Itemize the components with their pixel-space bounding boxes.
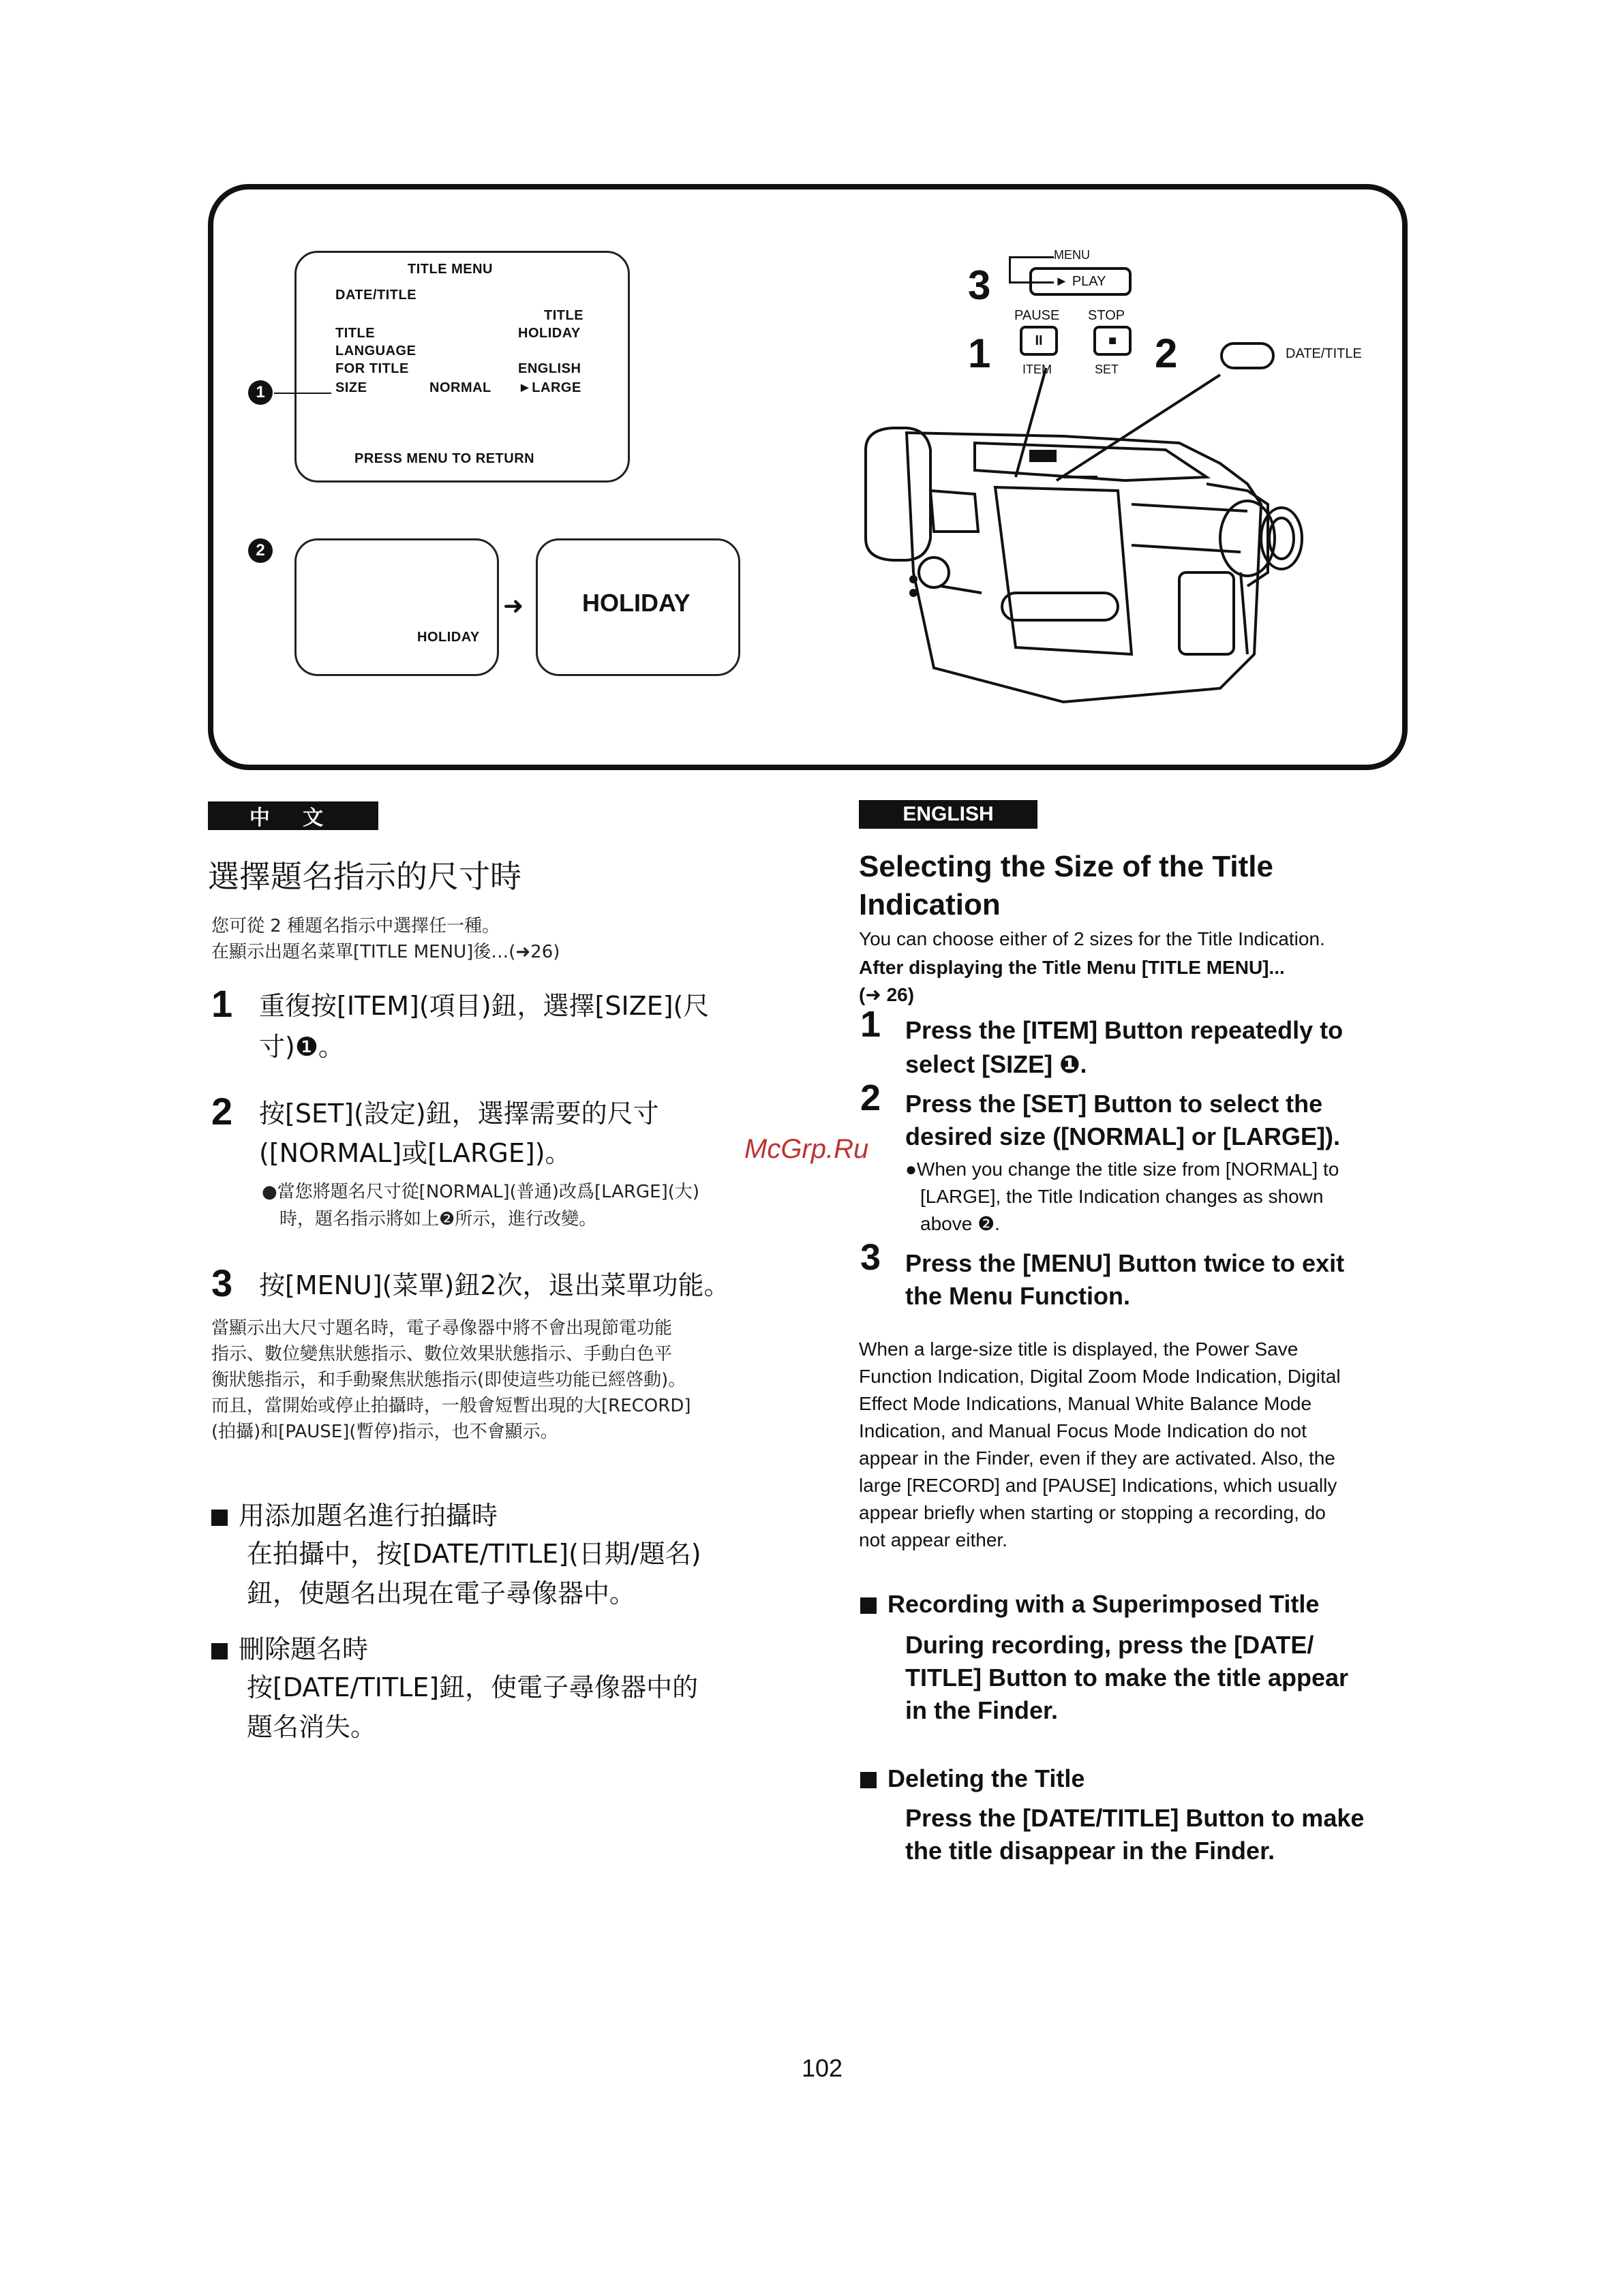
chinese-step3-note-3: 衡狀態指示，和手動聚焦狀態指示(即使這些功能已經啓動)。 (211, 1370, 686, 1390)
menu-row-size-large: ►LARGE (518, 380, 581, 395)
menu-label: MENU (1054, 248, 1090, 262)
play-button[interactable] (1029, 267, 1132, 296)
page-number: 102 (802, 2054, 843, 2082)
chinese-step1-number: 1 (211, 982, 233, 1025)
menu-row-size-normal: NORMAL (429, 380, 491, 395)
stop-icon: ■ (1108, 333, 1117, 348)
english-step2-line2: desired size ([NORMAL] or [LARGE]). (905, 1122, 1341, 1150)
menu-title: TITLE MENU (408, 262, 493, 277)
english-rec-line1: During recording, press the [DATE/ (905, 1631, 1314, 1659)
chinese-del-line1: 按[DATE/TITLE]鈕，使電子尋像器中的 (247, 1672, 699, 1702)
english-del-line2: the title disappear in the Finder. (905, 1837, 1275, 1865)
english-step1-number: 1 (860, 1004, 881, 1045)
english-after-2: (➜ 26) (859, 984, 915, 1005)
english-para-4: Indication, and Manual Focus Mode Indication do not (859, 1420, 1307, 1441)
chinese-intro-2: 在顯示出題名菜單[TITLE MENU]後…(➜26) (211, 942, 560, 962)
chinese-step3-number: 3 (211, 1261, 233, 1304)
chinese-rec-line2: 鈕，使題名出現在電子尋像器中。 (247, 1578, 636, 1608)
stop-button[interactable] (1093, 326, 1132, 356)
english-step2-note-2: [LARGE], the Title Indication changes as shown (920, 1186, 1324, 1207)
watermark: McGrp.Ru (744, 1134, 869, 1164)
english-del-line1: Press the [DATE/TITLE] Button to make (905, 1804, 1365, 1832)
english-heading-2: Indication (859, 888, 1001, 921)
english-after-1: After displaying the Title Menu [TITLE MENU]... (859, 957, 1285, 978)
chinese-del-heading: 刪除題名時 (239, 1634, 369, 1664)
chinese-step2-note-1: ●當您將題名尺寸從[NORMAL](普通)改爲[LARGE](大) (262, 1182, 700, 1202)
menu-row-title-label: TITLE (335, 326, 376, 341)
callout-line-1 (274, 393, 331, 394)
chinese-step3-note-1: 當顯示出大尺寸題名時，電子尋像器中將不會出現節電功能 (211, 1318, 673, 1338)
english-step2-note-3: above ❷. (920, 1213, 1000, 1234)
change-arrow: ➜ (503, 592, 524, 619)
english-del-heading: Deleting the Title (888, 1764, 1085, 1792)
english-rec-line3: in the Finder. (905, 1696, 1059, 1724)
date-title-button[interactable] (1220, 342, 1275, 369)
chinese-del-heading-row (211, 1630, 368, 1668)
pause-label: PAUSE (1014, 308, 1060, 323)
english-para-2: Function Indication, Digital Zoom Mode Indication, Digital (859, 1366, 1341, 1387)
english-para-6: large [RECORD] and [PAUSE] Indications, which usually (859, 1475, 1337, 1496)
english-intro: You can choose either of 2 sizes for the Title Indication. (859, 928, 1325, 949)
normal-size-screen (294, 538, 499, 676)
date-title-label: DATE/TITLE (1286, 346, 1362, 361)
english-step1-line2: select [SIZE] ❶. (905, 1050, 1087, 1078)
english-rec-heading: Recording with a Superimposed Title (888, 1590, 1320, 1618)
menu-title-header: TITLE (544, 308, 584, 323)
bullet-square (860, 1597, 877, 1614)
english-para-7: appear briefly when starting or stopping a recording, do (859, 1502, 1326, 1523)
chinese-step2-line2: ([NORMAL]或[LARGE])。 (259, 1138, 571, 1168)
menu-row-size-label: SIZE (335, 380, 367, 395)
large-size-title: HOLIDAY (582, 589, 691, 617)
chinese-del-line2: 題名消失。 (247, 1712, 377, 1742)
item-label: ITEM (1022, 363, 1052, 376)
english-para-8: not appear either. (859, 1529, 1007, 1550)
chinese-step2-number: 2 (211, 1090, 233, 1133)
menu-row-title-value: HOLIDAY (518, 326, 581, 341)
english-step3-number: 3 (860, 1237, 881, 1278)
chinese-tag: 中 文 (208, 801, 378, 830)
chinese-step2-line1: 按[SET](設定)鈕，選擇需要的尺寸 (259, 1099, 659, 1129)
callout-badge-2: 2 (248, 538, 273, 563)
chinese-step3-note-5: (拍攝)和[PAUSE](暫停)指示，也不會顯示。 (211, 1422, 558, 1442)
english-tag: ENGLISH (859, 800, 1037, 829)
menu-row-language-label-2: FOR TITLE (335, 361, 409, 376)
step-2-number: 2 (1155, 331, 1178, 376)
set-label: SET (1095, 363, 1119, 376)
chinese-step3-note-4: 而且，當開始或停止拍攝時，一般會短暫出現的大[RECORD] (211, 1396, 691, 1416)
english-para-1: When a large-size title is displayed, the Power Save (859, 1338, 1299, 1360)
english-step3-line1: Press the [MENU] Button twice to exit (905, 1249, 1345, 1277)
english-del-heading-row (860, 1762, 1084, 1795)
english-step2-line1: Press the [SET] Button to select the (905, 1090, 1323, 1118)
menu-footer: PRESS MENU TO RETURN (354, 451, 535, 466)
bullet-square (211, 1510, 228, 1526)
english-step1-line1: Press the [ITEM] Button repeatedly to (905, 1016, 1344, 1044)
menu-row-language-label-1: LANGUAGE (335, 343, 416, 358)
step-1-number: 1 (968, 331, 991, 376)
bullet-square (211, 1643, 228, 1659)
camcorder-illustration (838, 368, 1316, 736)
menu-date-title: DATE/TITLE (335, 288, 417, 303)
english-rec-heading-row (860, 1588, 1319, 1621)
english-para-5: appear in the Finder, even if they are activated. Also, the (859, 1448, 1335, 1469)
english-step2-note-1: ●When you change the title size from [NORMAL] to (905, 1159, 1339, 1180)
chinese-rec-heading-row (211, 1497, 498, 1535)
pause-icon: II (1035, 333, 1043, 348)
stop-label: STOP (1088, 308, 1125, 323)
chinese-rec-heading: 用添加題名進行拍攝時 (239, 1501, 498, 1531)
english-step3-line2: the Menu Function. (905, 1282, 1130, 1310)
chinese-rec-line1: 在拍攝中，按[DATE/TITLE](日期/題名) (247, 1539, 701, 1569)
english-rec-line2: TITLE] Button to make the title appear (905, 1664, 1349, 1692)
chinese-step1-line1: 重復按[ITEM](項目)鈕，選擇[SIZE](尺 (259, 991, 710, 1021)
english-para-3: Effect Mode Indications, Manual White Balance Mode (859, 1393, 1312, 1414)
english-step2-number: 2 (860, 1077, 881, 1118)
pause-button[interactable] (1020, 326, 1058, 356)
chinese-step2-note-2: 時，題名指示將如上❷所示，進行改變。 (279, 1209, 597, 1229)
chinese-heading: 選擇題名指示的尺寸時 (208, 858, 521, 895)
play-button-label: ► PLAY (1055, 273, 1106, 289)
chinese-step3-line1: 按[MENU](菜單)鈕2次，退出菜單功能。 (259, 1270, 730, 1300)
english-heading-1: Selecting the Size of the Title (859, 850, 1273, 883)
normal-size-title: HOLIDAY (417, 630, 480, 645)
chinese-step3-note-2: 指示、數位變焦狀態指示、數位效果狀態指示、手動白色平 (211, 1344, 673, 1364)
callout-badge-1: 1 (248, 380, 273, 405)
bullet-square (860, 1772, 877, 1788)
chinese-step1-line2: 寸)❶。 (259, 1032, 344, 1062)
chinese-intro-1: 您可從 2 種題名指示中選擇任一種。 (211, 916, 500, 936)
menu-row-language-value: ENGLISH (518, 361, 581, 376)
step-3-number: 3 (968, 262, 991, 308)
